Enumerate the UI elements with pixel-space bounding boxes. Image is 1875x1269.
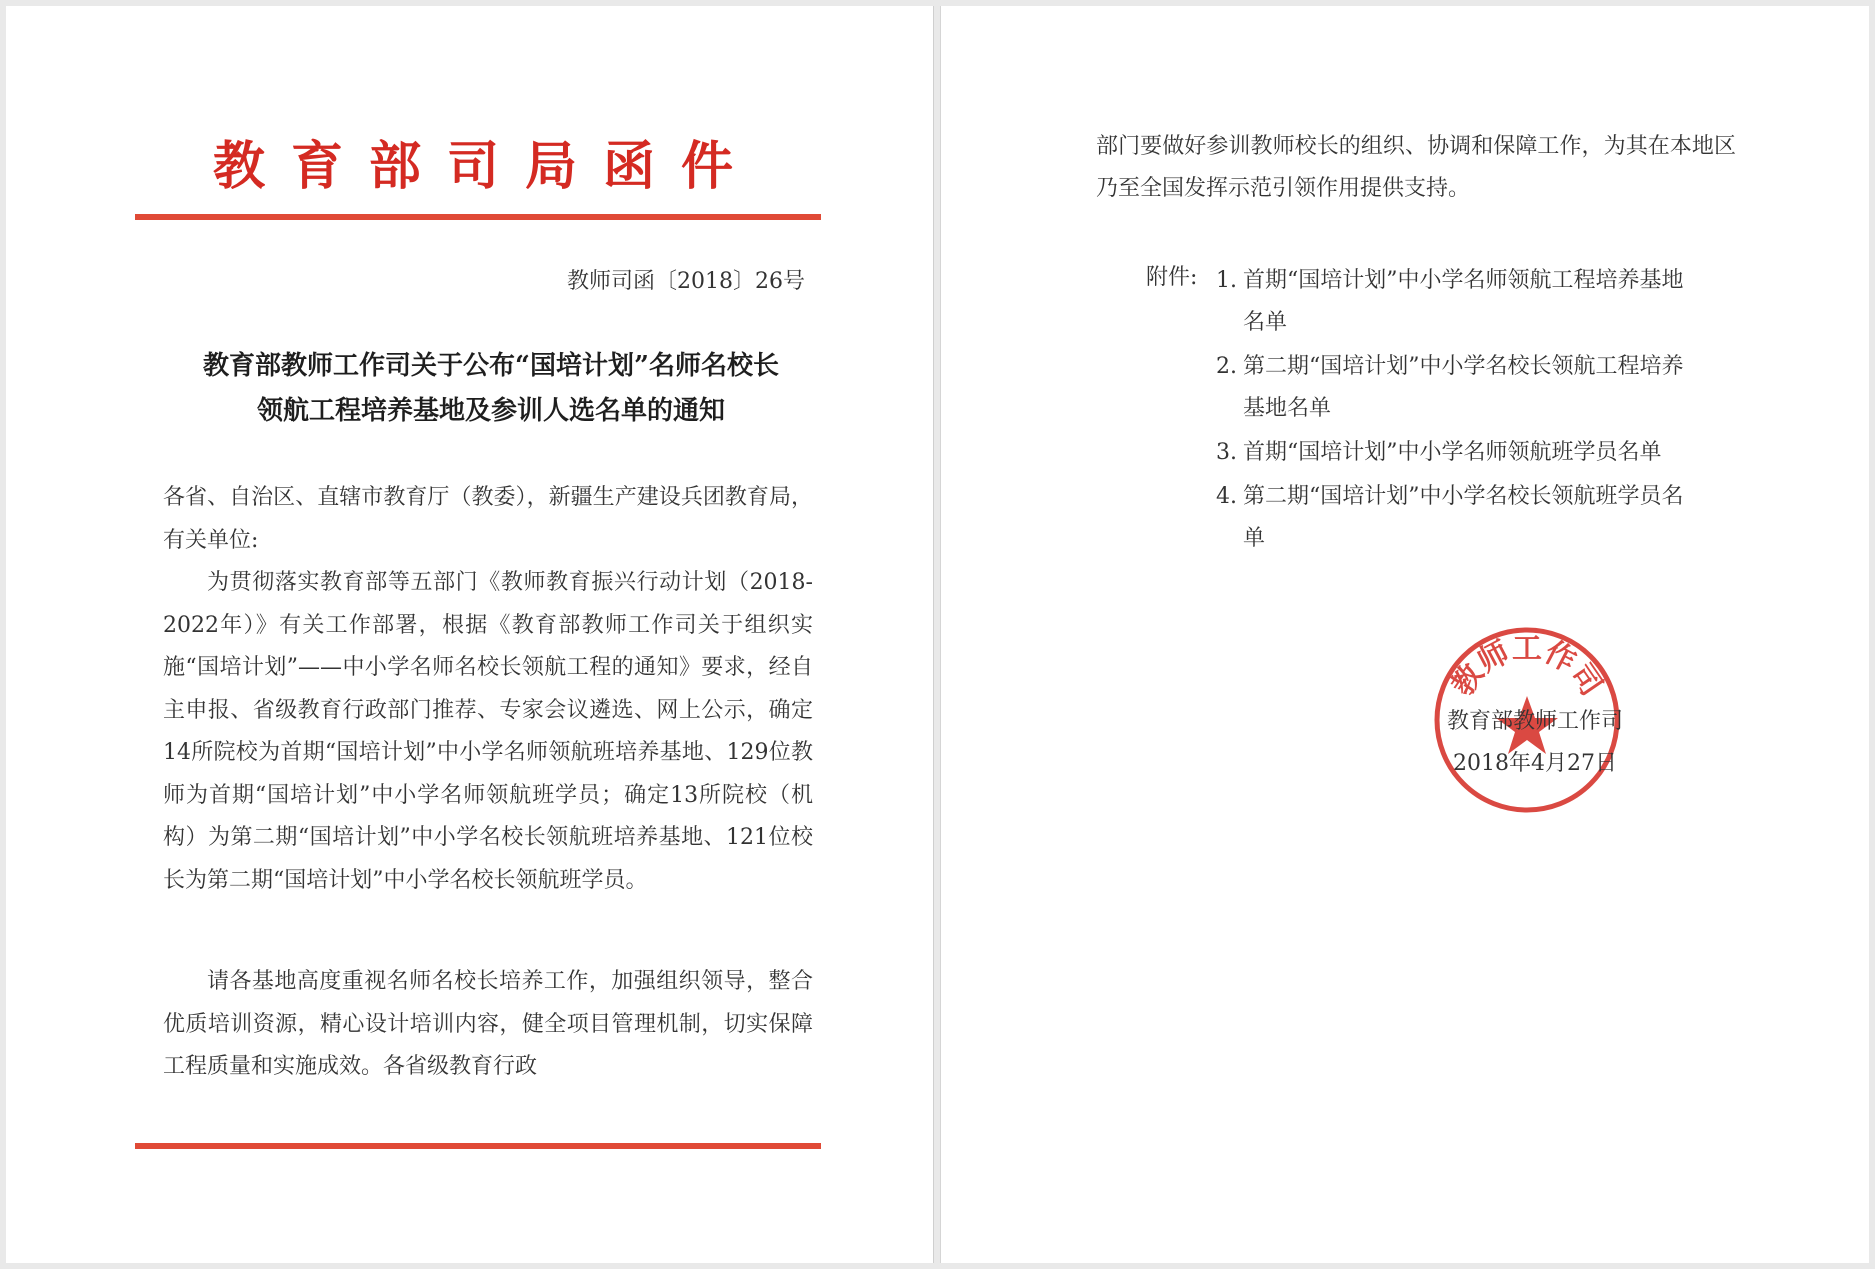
attachment-text: 第二期“国培计划”中小学名校长领航班学员名单 — [1243, 484, 1684, 551]
addressee-text: 各省、自治区、直辖市教育厅（教委），新疆生产建设兵团教育局，有关单位: — [163, 485, 813, 553]
attachment-text: 首期“国培计划”中小学名师领航工程培养基地名单 — [1243, 268, 1684, 335]
svg-text:教师工作司 — [1445, 631, 1609, 702]
red-rule-bottom — [135, 1143, 821, 1149]
paragraph-1-text: 为贯彻落实教育部等五部门《教师教育振兴行动计划（2018-2022年）》有关工作部署，根据《教育部教师工作司关于组织实施“国培计划”——中小学名师名校长领航工程的通知》要求，经自主申报、省级教育行政部门推荐、专家会议遴选、网上公示，确定14所院校为首期“国培计划”中小学名师领航班培养基地、129位教师为首期“国培计划”中小学名师领航班学员；确定13所院校（机构）为第二期“国培计划”中小学名校长领航班培养基地、121位校长为第二期“国培计划”中小学名校长领航班学员。 — [163, 570, 813, 893]
attachments-list — [1216, 260, 1686, 562]
attachment-number: 2. — [1216, 354, 1237, 379]
notice-title-line-1: 教育部教师工作司关于公布“国培计划”名师名校长 — [203, 351, 779, 381]
attachment-item — [1216, 432, 1686, 474]
document-number: 教师司函〔2018〕26号 — [567, 269, 805, 294]
right-page — [940, 6, 1869, 1263]
continuation-paragraph: 部门要做好参训教师校长的组织、协调和保障工作，为其在本地区乃至全国发挥示范引领作用提供支持。 — [1096, 134, 1736, 201]
attachment-item — [1216, 260, 1686, 344]
attachment-text: 第二期“国培计划”中小学名校长领航工程培养基地名单 — [1243, 354, 1684, 421]
attachment-number: 4. — [1216, 484, 1237, 509]
letterhead-title: 教育部司局函件 — [212, 136, 759, 197]
red-rule-top — [135, 214, 821, 220]
attachment-number: 1. — [1216, 268, 1237, 293]
seal-text: 教师工作司 — [1445, 631, 1609, 703]
body-paragraph-2 — [163, 961, 813, 1089]
attachment-item — [1216, 476, 1686, 560]
signing-date: 2018年4月27日 — [1453, 751, 1617, 776]
attachment-item — [1216, 346, 1686, 430]
notice-title-line-2: 领航工程培养基地及参训人选名单的通知 — [256, 396, 725, 426]
addressee — [163, 477, 813, 562]
paragraph-2-text: 请各基地高度重视名师名校长培养工作，加强组织领导，整合优质培训资源，精心设计培训内容，健全项目管理机制，切实保障工程质量和实施成效。各省级教育行政 — [163, 969, 813, 1079]
signing-office: 教育部教师工作司 — [1446, 709, 1623, 734]
notice-title — [166, 344, 816, 434]
body-paragraph-1 — [163, 562, 813, 902]
left-page — [6, 6, 934, 1263]
signature-block — [1415, 701, 1655, 785]
attachments-label: 附件: — [1146, 265, 1198, 290]
attachment-text: 首期“国培计划”中小学名师领航班学员名单 — [1243, 440, 1662, 465]
attachment-number: 3. — [1216, 440, 1237, 465]
